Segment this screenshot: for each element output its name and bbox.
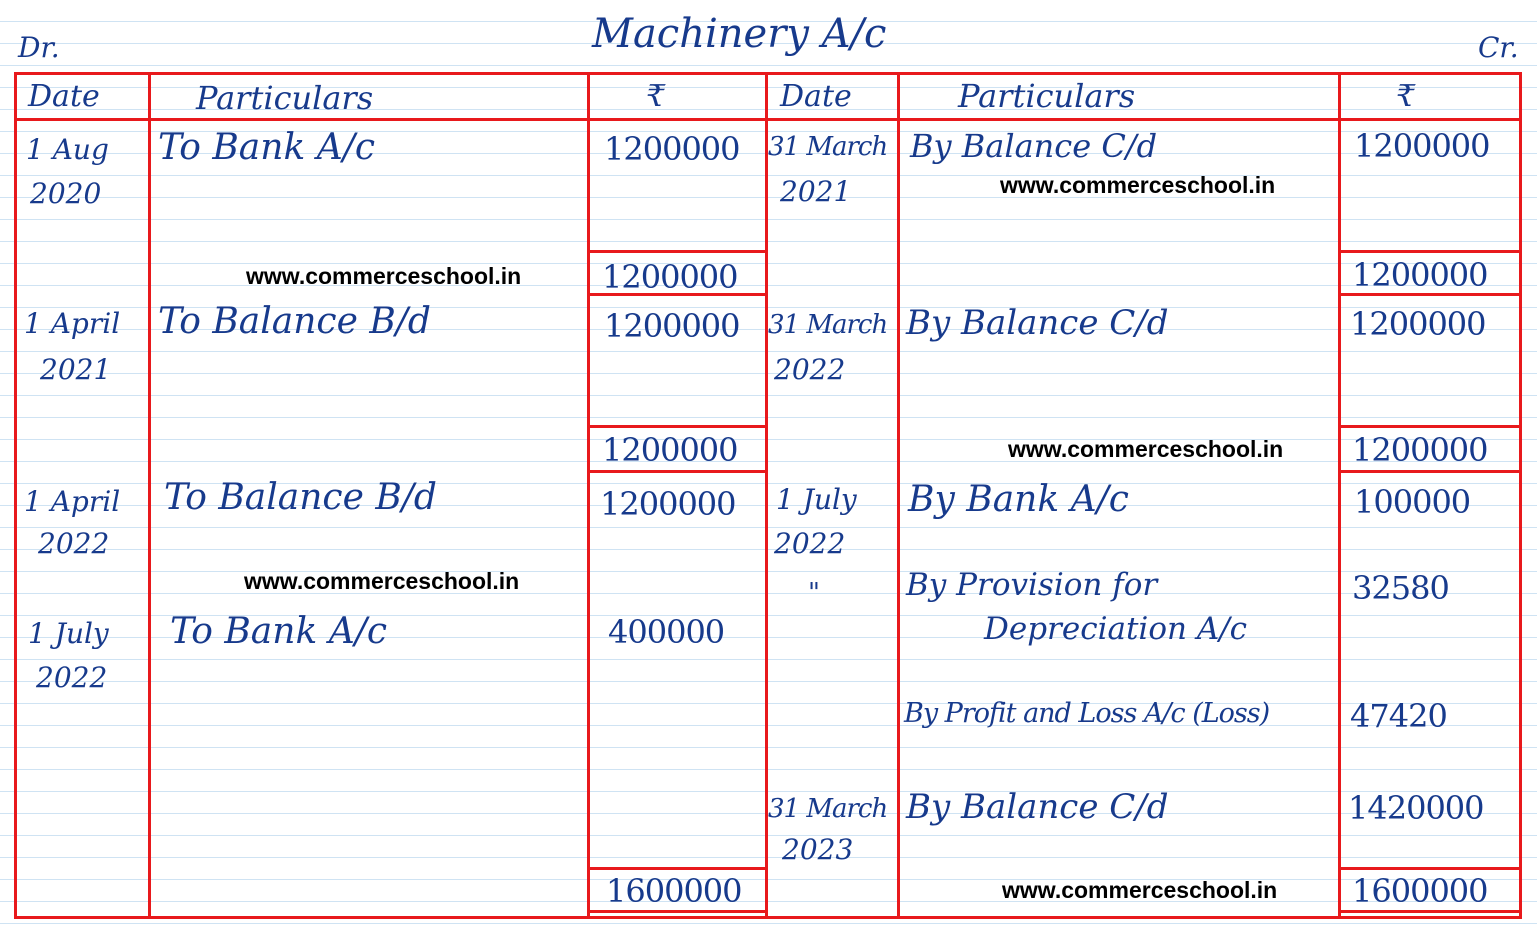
credit-date-year: 2023 [782,833,854,866]
credit-amount: 32580 [1352,569,1449,607]
debit-date-year: 2020 [30,177,102,210]
credit-date: " [808,578,820,608]
debit-total: 1200000 [602,258,738,296]
credit-particulars: By Bank A/c [908,479,1129,520]
debit-date: 1 Aug [26,133,109,166]
debit-date: 1 July [28,617,109,650]
watermark: www.commerceschool.in [1008,436,1284,462]
credit-date-year: 2022 [774,527,846,560]
header-date-left: Date [28,79,100,114]
watermark: www.commerceschool.in [1002,877,1278,903]
credit-amount: 100000 [1354,483,1471,521]
debit-particulars: To Bank A/c [158,127,375,168]
credit-date: 31 March [768,132,888,162]
debit-date: 1 April [24,307,121,340]
credit-particulars: By Provision for [906,567,1158,603]
debit-particulars: To Balance B/d [164,477,437,518]
header-particulars-left: Particulars [196,79,374,117]
debit-total: 1600000 [606,872,742,910]
credit-amount: 47420 [1350,697,1447,735]
column-rule [1338,72,1341,919]
debit-date-year: 2022 [36,661,108,694]
credit-date: 31 March [768,310,888,340]
account-title: Machinery A/c [592,11,887,57]
debit-amount: 1200000 [604,307,740,345]
debit-date: 1 April [24,485,121,518]
column-rule [897,72,900,919]
debit-amount: 1200000 [604,130,740,168]
credit-total: 1200000 [1352,256,1488,294]
header-particulars-right: Particulars [958,77,1136,115]
header-date-right: Date [780,79,852,114]
credit-date-year: 2021 [780,175,852,208]
credit-total: 1200000 [1352,431,1488,469]
credit-amount: 1420000 [1348,789,1484,827]
credit-total: 1600000 [1352,872,1488,910]
watermark: www.commerceschool.in [1000,172,1276,198]
cr-label: Cr. [1478,31,1519,64]
column-rule [765,72,768,919]
credit-particulars: By Balance C/d [906,303,1169,343]
watermark: www.commerceschool.in [246,263,522,289]
debit-amount: 1200000 [600,485,736,523]
watermark: www.commerceschool.in [244,568,520,594]
header-amount-right: ₹ [1396,79,1416,114]
credit-particulars: By Profit and Loss A/c (Loss) [904,698,1270,729]
debit-date-year: 2022 [38,527,110,560]
credit-amount: 1200000 [1354,127,1490,165]
credit-particulars: By Balance C/d [906,787,1169,827]
dr-label: Dr. [18,31,60,64]
credit-date: 31 March [768,794,888,824]
credit-particulars: By Balance C/d [910,127,1158,165]
debit-particulars: To Balance B/d [158,301,431,342]
credit-date-year: 2022 [774,353,846,386]
column-rule [148,72,151,919]
debit-amount: 400000 [608,613,725,651]
header-divider [14,118,1522,121]
credit-particulars-cont: Depreciation A/c [984,611,1248,647]
debit-particulars: To Bank A/c [170,611,387,652]
debit-total: 1200000 [602,431,738,469]
column-rule [587,72,590,919]
credit-amount: 1200000 [1350,305,1486,343]
header-amount-left: ₹ [646,79,666,114]
debit-date-year: 2021 [40,353,112,386]
credit-date: 1 July [776,483,857,516]
